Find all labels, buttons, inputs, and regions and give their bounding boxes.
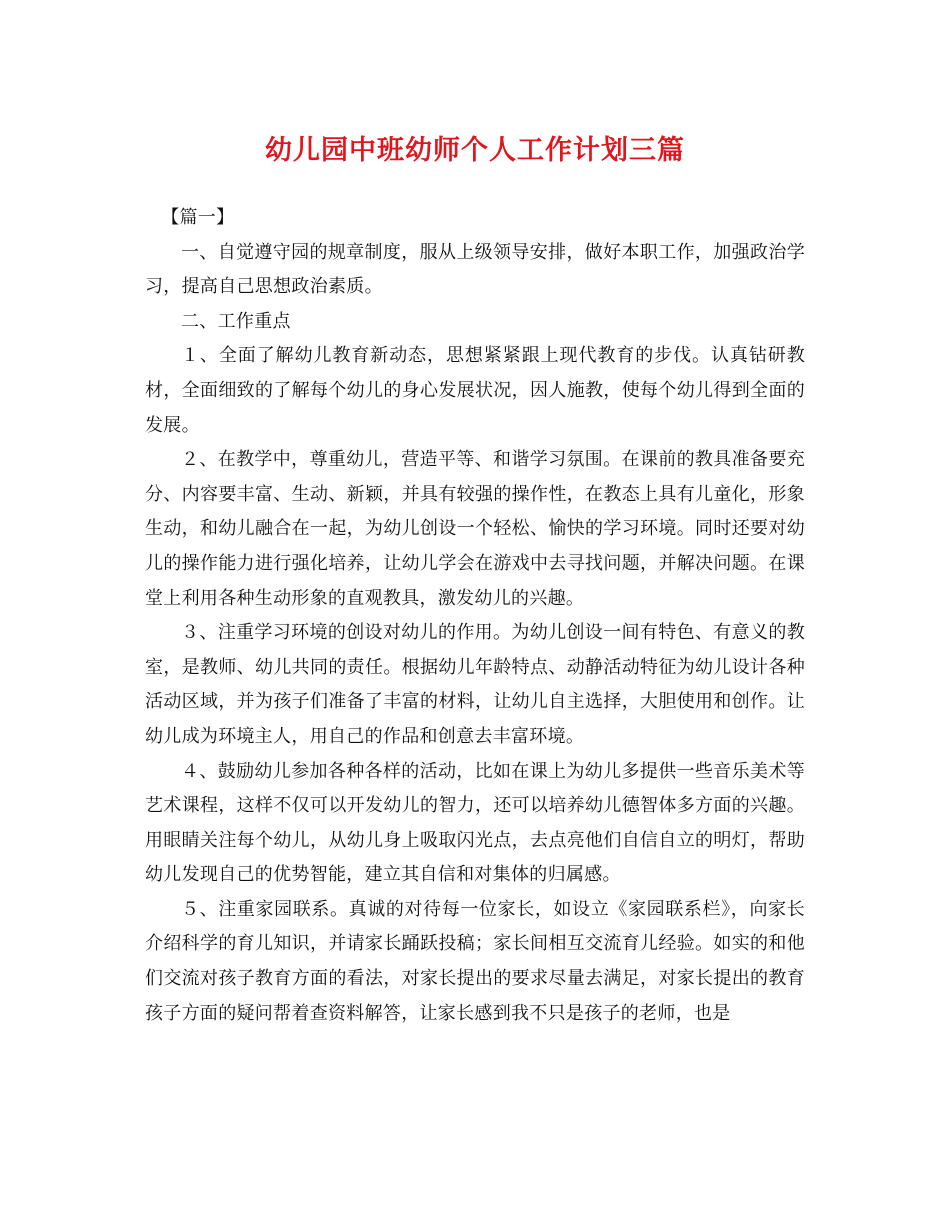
paragraph-5: ３、注重学习环境的创设对幼儿的作用。为幼儿创设一间有特色、有意义的教室，是教师、幼儿共同的责任。根据幼儿年龄特点、动静活动特征为幼儿设计各种活动区域，并为孩子们准备了丰富的材料，让幼儿自主选择，大胆使用和创作。让幼儿成为环境主人，用自己的作品和创意去丰富环境。 [145, 622, 805, 747]
section-label: 【篇一】 [161, 207, 235, 228]
paragraph-4: ２、在教学中，尊重幼儿，营造平等、和谐学习氛围。在课前的教具准备要充分、内容要丰富、生动、新颖，并具有较强的操作性，在教态上具有儿童化，形象生动，和幼儿融合在一起，为幼儿创设一个轻松、愉快的学习环境。同时还要对幼儿的操作能力进行强化培养，让幼儿学会在游戏中去寻找问题，并解决问题。在课堂上利用各种生动形象的直观教具，激发幼儿的兴趣。 [145, 449, 805, 609]
paragraph-1: 一、自觉遵守园的规章制度，服从上级领导安排，做好本职工作，加强政治学习，提高自己思想政治素质。 [145, 241, 805, 298]
document-title: 幼儿园中班幼师个人工作计划三篇 [265, 135, 685, 166]
paragraph-7: ５、注重家园联系。真诚的对待每一位家长，如设立《家园联系栏》，向家长介绍科学的育儿知识，并请家长踊跃投稿；家长间相互交流育儿经验。如实的和他们交流对孩子教育方面的看法，对家长提出的要求尽量去满足，对家长提出的教育孩子方面的疑问帮着查资料解答，让家长感到我不只是孩子的老师，也是 [145, 898, 805, 1024]
document-body [145, 201, 805, 1031]
paragraph-3: １、全面了解幼儿教育新动态，思想紧紧跟上现代教育的步伐。认真钻研教材，全面细致的了解每个幼儿的身心发展状况，因人施教，使每个幼儿得到全面的发展。 [145, 345, 805, 436]
paragraph-6: ４、鼓励幼儿参加各种各样的活动，比如在课上为幼儿多提供一些音乐美术等艺术课程，这样不仅可以开发幼儿的智力，还可以培养幼儿德智体多方面的兴趣。用眼睛关注每个幼儿，从幼儿身上吸取闪光点，去点亮他们自信自立的明灯，帮助幼儿发现自己的优势智能，建立其自信和对集体的归属感。 [145, 760, 805, 886]
paragraph-2: 二、工作重点 [181, 310, 291, 332]
